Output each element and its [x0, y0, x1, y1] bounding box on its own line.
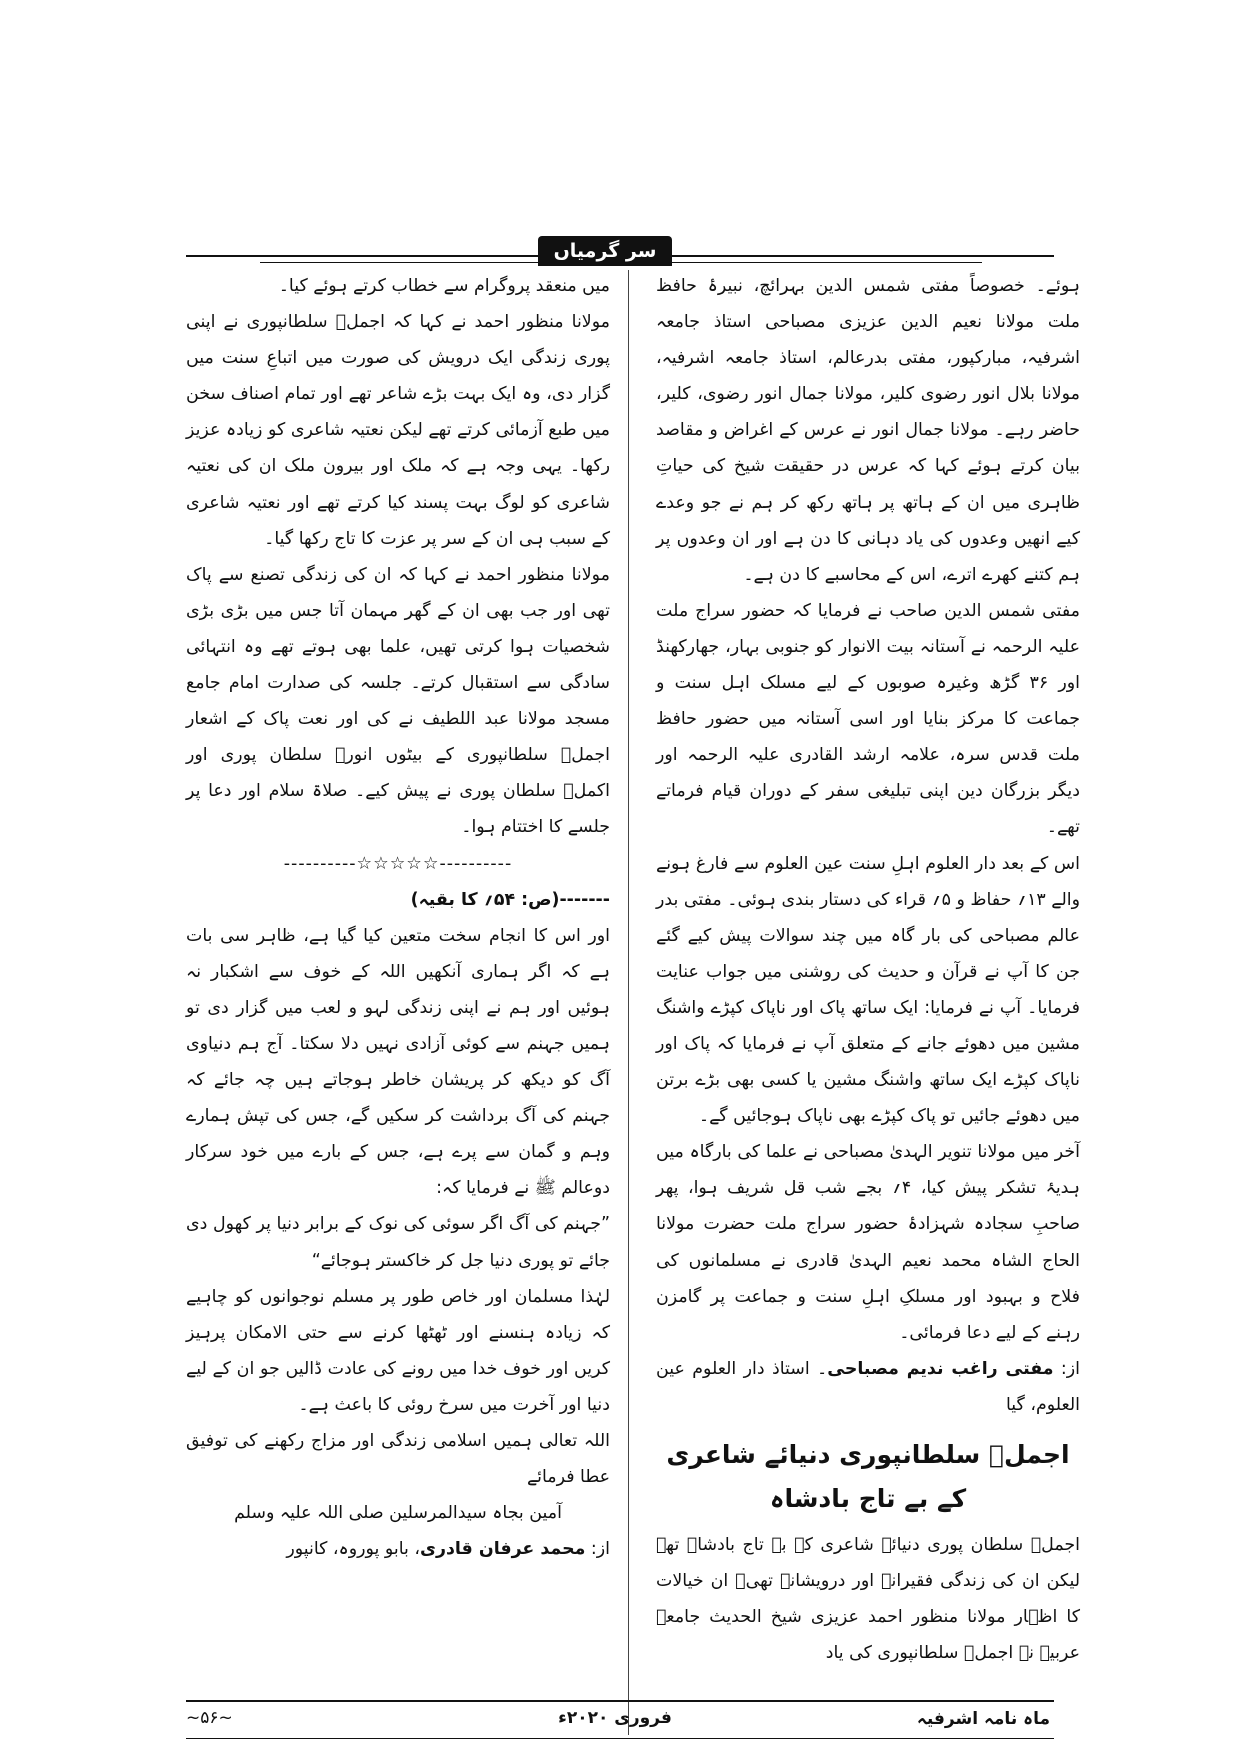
footer-rule-bottom [186, 1738, 1054, 1739]
header-rule-left [186, 255, 538, 257]
magazine-name: ماہ نامہ اشرفیہ [916, 1709, 1050, 1729]
right-column [656, 268, 1080, 1671]
byline-author: محمد عرفان قادری [420, 1539, 586, 1560]
paragraph: اور اس کا انجام سخت متعین کیا گیا ہے، ظاہر سی بات ہے کہ اگر ہماری آنکھیں اللہ کے خوف سے اشکبار نہ ہوئیں اور ہم نے اپنی زندگی لہو و لعب میں گزار دی تو ہمیں جہنم سے کوئی آزادی نہیں دلا سکتا۔ آج ہم دنیاوی آگ کو دیکھ کر پریشان خاطر ہوجاتے ہیں چہ جائے کہ جہنم کی آگ برداشت کر سکیں گے، جس کی تپش ہمارے وہم و گمان سے پرے ہے، جس کے بارے میں خود سرکار دوعالم ﷺ نے فرمایا کہ: [186, 925, 610, 1199]
header-rule-left-thin [260, 262, 538, 263]
paragraph: لہٰذا مسلمان اور خاص طور پر مسلم نوجوانوں کو چاہیے کہ زیادہ ہنسنے اور ٹھٹھا کرنے سے حتی الامکان پرہیز کریں اور خوف خدا میں رونے کی عادت ڈالیں جو ان کے لیے دنیا اور آخرت میں سرخ روئی کا باعث ہے۔ [186, 1286, 610, 1415]
column-divider [628, 270, 629, 1735]
left-column [186, 268, 610, 1567]
paragraph: اس کے بعد دار العلوم اہلِ سنت عین العلوم سے فارغ ہونے والے ۱۳؍ حفاظ و ۵؍ قراء کی دستار بندی ہوئی۔ مفتی بدر عالم مصباحی کی بار گاہ میں چند سوالات پیش کیے گئے جن کا آپ نے قرآن و حدیث کی روشنی میں جواب عنایت فرمایا۔ آپ نے فرمایا: ایک ساتھ پاک اور ناپاک کپڑے واشنگ مشین میں دھوئے جانے کے متعلق آپ نے فرمایا کہ پاک اور ناپاک کپڑے ایک ساتھ واشنگ مشین یا کسی بھی بڑے برتن میں دھوئے جائیں تو پاک کپڑے بھی ناپاک ہوجائیں گے۔ [656, 853, 1080, 1127]
star-divider: ----------☆☆☆☆☆---------- [283, 853, 513, 874]
page-number: ~۵۶~ [186, 1708, 233, 1728]
paragraph: اللہ تعالی ہمیں اسلامی زندگی اور مزاج رکھنے کی توفیق عطا فرمائے [186, 1431, 610, 1488]
paragraph: اجملؔ سلطان پوری دنیائے شاعری کے بے تاج بادشاہ تھے لیکن ان کی زندگی فقیرانہ اور درویشانہ تھی۔ ان خیالات کا اظہار مولانا منظور احمد عزیزی شیخ الحدیث جامعہ عربیہ نے اجملؔ سلطانپوری کی یاد [656, 1535, 1080, 1664]
paragraph: آخر میں مولانا تنویر الہدیٰ مصباحی نے علما کی بارگاہ میں ہدیۂ تشکر پیش کیا، ۴؍ بجے شب قل شریف ہوا، پھر صاحبِ سجادہ شہزادۂ حضور سراج ملت حضرت مولانا الحاج الشاہ محمد نعیم الہدیٰ قادری نے مسلمانوں کی فلاح و بہبود اور مسلکِ اہلِ سنت و جماعت پر گامزن رہنے کے لیے دعا فرمائی۔ [656, 1142, 1080, 1343]
paragraph: مولانا منظور احمد نے کہا کہ ان کی زندگی تصنع سے پاک تھی اور جب بھی ان کے گھر مہمان آتا جس میں بڑی بڑی شخصیات ہوا کرتی تھیں، علما بھی ہوتے تھے وہ انتہائی سادگی سے استقبال کرتے۔ جلسہ کی صدارت امام جامع مسجد مولانا عبد اللطیف نے کی اور نعت پاک کے اشعار اجملؔ سلطانپوری کے بیٹوں انورؔ سلطان پوری اور اکملؔ سلطان پوری نے پیش کیے۔ صلاۃ سلام اور دعا پر جلسے کا اختتام ہوا۔ [186, 564, 610, 838]
byline-affiliation: ، بابو پوروہ، کانپور [286, 1539, 420, 1560]
paragraph: ہوئے۔ خصوصاً مفتی شمس الدین بہرائچ، نبیرۂ حافظ ملت مولانا نعیم الدین عزیزی مصباحی استاذ جامعہ اشرفیہ، مبارکپور، مفتی بدرعالم، استاذ جامعہ اشرفیہ، مولانا بلال انور رضوی کلیر، مولانا جمال انور رضوی، کلیر، حاضر رہے۔ مولانا جمال انور نے عرس کے اغراض و مقاصد بیان کرتے ہوئے کہا کہ عرس در حقیقت شیخ کی حیاتِ ظاہری میں ان کے ہاتھ پر ہاتھ رکھ کر ہم نے جو وعدے کیے انھیں وعدوں کی یاد دہانی کا دن ہے اور ان وعدوں پر ہم کتنے کھرے اترے، اس کے محاسبے کا دن ہے۔ [656, 276, 1080, 585]
byline [656, 1351, 1080, 1423]
closing-prayer: آمین بجاہ سیدالمرسلین صلی اللہ علیہ وسلم [234, 1503, 562, 1524]
byline-affiliation: ۔ استاذ دار العلوم عین العلوم، گیا [656, 1358, 1080, 1415]
paragraph: میں منعقد پروگرام سے خطاب کرتے ہوئے کیا۔ [278, 276, 610, 296]
quote: ”جہنم کی آگ اگر سوئی کی نوک کے برابر دنیا پر کھول دی جائے تو پوری دنیا جل کر خاکستر ہوجائے“ [186, 1214, 610, 1271]
paragraph: مفتی شمس الدین صاحب نے فرمایا کہ حضور سراج ملت علیہ الرحمہ نے آستانہ بیت الانوار کو جنوبی بہار، جھارکھنڈ اور ۳۶ گڑھ وغیرہ صوبوں کے لیے مسلک اہل سنت و جماعت کا مرکز بنایا اور اسی آستانہ میں حضور حافظ ملت قدس سرہ، علامہ ارشد القادری علیہ الرحمہ اور دیگر بزرگان دین اپنی تبلیغی سفر کے دوران قیام فرماتے تھے۔ [656, 600, 1081, 838]
section-title: سر گرمیاں [538, 236, 672, 266]
paragraph: مولانا منظور احمد نے کہا کہ اجملؔ سلطانپوری نے اپنی پوری زندگی ایک درویش کی صورت میں اتباعِ سنت میں گزار دی، وہ ایک بہت بڑے شاعر تھے اور تمام اصناف سخن میں طبع آزمائی کرتے تھے لیکن نعتیہ شاعری کو زیادہ عزیز رکھا۔ یہی وجہ ہے کہ ملک اور بیرون ملک ان کی نعتیہ شاعری کو لوگ بہت پسند کیا کرتے تھے اور نعتیہ شاعری کے سبب ہی ان کے سر پر عزت کا تاج رکھا گیا۔ [186, 312, 610, 549]
issue-date: فروری ۲۰۲۰ء [558, 1708, 672, 1728]
header-rule-right-thin [672, 262, 982, 263]
byline-label: از: [590, 1539, 610, 1560]
footer-rule-top [186, 1700, 1054, 1702]
continuation-label: -------(ص: ۵۴؍ کا بقیہ) [410, 889, 610, 910]
article-heading: اجملؔ سلطانپوری دنیائے شاعری کے بے تاج بادشاہ [666, 1440, 1070, 1513]
byline-label: از: [1060, 1358, 1081, 1379]
byline [186, 1531, 610, 1567]
header-rule-right [672, 255, 1054, 257]
byline-author: مفتی راغب ندیم مصباحی [827, 1358, 1054, 1379]
